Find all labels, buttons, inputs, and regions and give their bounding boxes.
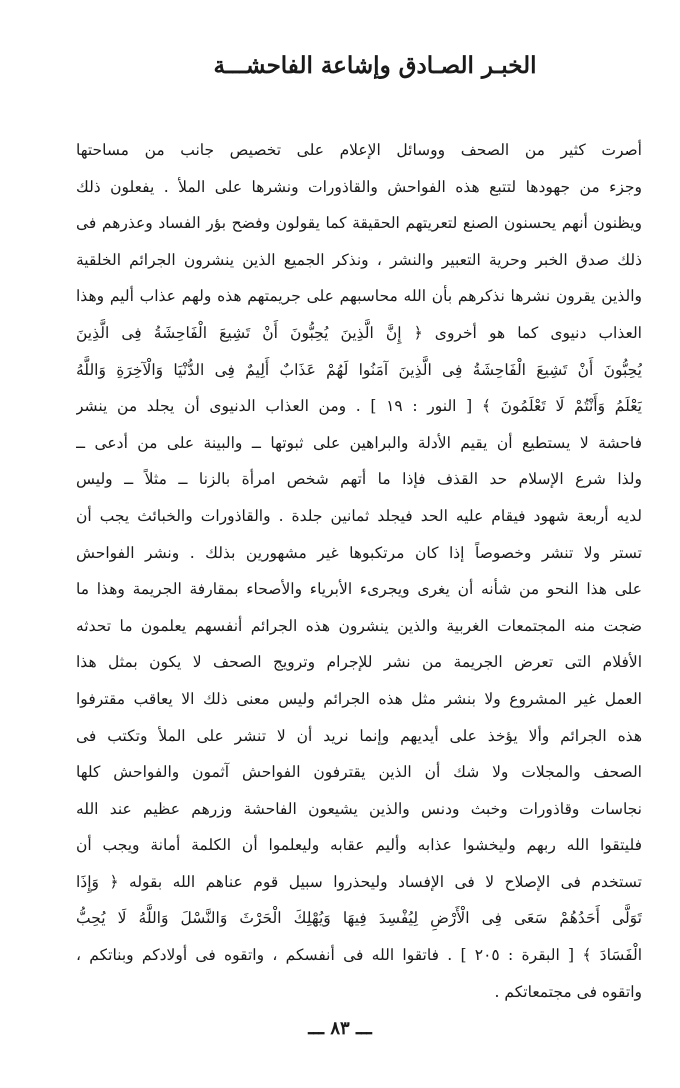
text-line: فليتقوا الله ربهم وليخشوا عذابه وأليم عقابه وليعلموا أن الكلمة أمانة ويجب أن [76,836,642,855]
text-line: ويظنون أنهم يحسنون الصنع لتعريتهم الحقيقة كما يقولون وفضح بؤر الفساد وعذرهم فى [76,214,642,233]
text-line: تَوَلَّى أَحَدُهُمْ سَعَى فِى الْأَرْضِ لِيُفْسِدَ فِيهَا وَيُهْلِكَ الْحَرْثَ وَالنَّسْلَ وَاللَّهُ لَا يُحِبُّ [76,909,642,928]
text-line: ضجت منه المجتمعات الغربية والذين ينشرون هذه الجرائم أنفسهم يعلمون ما تحدثه [76,616,642,635]
text-line: فاحشة لا يستطيع أن يقيم الأدلة والبراهين على ثبوتها ــ والبينة على من أدعى ــ [76,433,642,452]
text-line: لديه أربعة شهود فيقام عليه الحد فيجلد ثمانين جلدة . والقاذورات والخبائث يجب أن [76,506,642,525]
body-text [76,132,642,1010]
text-line: على هذا النحو من شأنه أن يغرى ويجرىء الأبرياء والأصحاء بمقارفة الجريمة وهذا ما [76,580,642,599]
text-line: واتقوه فى مجتمعاتكم . [494,982,642,1001]
text-line: العذاب دنيوى كما هو أخروى ﴿ إِنَّ الَّذِينَ يُحِبُّونَ أَنْ تَشِيعَ الْفَاحِشَةُ فِى الَّذِينَ [76,323,642,342]
text-line: العمل غير المشروع ولا بنشر مثل هذه الجرائم وليس معنى ذلك الا يعاقب مقترفوا [76,689,642,708]
text-line: يُحِبُّونَ أَنْ تَشِيعَ الْفَاحِشَةُ فِى الَّذِينَ آمَنُوا لَهُمْ عَذَابٌ أَلِيمٌ فِى الدُّنْيَا وَالْآخِرَةِ وَاللَّهُ [76,360,642,379]
text-line: ولذا شرع الإسلام حد القذف فإذا ما أتهم شخص امرأة بالزنا ــ مثلاً ــ وليس [76,470,642,489]
text-line: تستر ولا تنشر وخصوصاً إذا كان مرتكبوها غير مشهورين بذلك . ونشر الفواحش [76,543,642,562]
text-line: أصرت كثير من الصحف ووسائل الإعلام على تخصيص جانب من مساحتها [76,141,642,159]
text-line: يَعْلَمُ وَأَنْتُمْ لَا تَعْلَمُونَ ﴾ [ النور : ١٩ ] . ومن العذاب الدنيوى أن يجلد من ينشر [76,397,642,416]
text-line: هذه الجرائم وألا يؤخذ على أيديهم وإنما نريد أن لا تنشر على الملأ وتكتب فى [76,726,642,745]
text-line: وجزء من جهودها لتتبع هذه الفواحش والقاذورات ونشرها على الملأ . يفعلون ذلك [76,177,642,196]
text-line: ذلك صدق الخبر وحرية التعبير والنشر ، ونذكر الجميع الذين ينشرون الجرائم الخلقية [76,250,642,269]
text-line: الأفلام التى تعرض الجريمة من نشر للإجرام وترويج الصحف لا يكون بمثل هذا [76,653,642,672]
text-line: الصحف والمجلات ولا شك أن الذين يقترفون الفواحش آثمون والفواحش كلها [76,763,642,782]
text-line: نجاسات وقاذورات وخبث ودنس والذين يشيعون الفاحشة وزرهم عظيم عند الله [76,799,642,818]
chapter-title: الخبـر الصـادق وإشاعة الفاحشـــة [213,52,537,79]
text-line: الْفَسَادَ ﴾ [ البقرة : ٢٠٥ ] . فاتقوا الله فى أنفسكم ، واتقوه فى أولادكم وبناتكم ، [76,946,642,965]
page-number: ـــ ٨٣ ـــ [308,1018,372,1039]
text-line: تستخدم فى الإصلاح لا فى الإفساد وليحذروا سبيل قوم عناهم الله بقوله ﴿ وَإِذَا [76,872,642,891]
text-line: والذين يقرون نشرها نذكرهم بأن الله محاسبهم على جريمتهم هذه ولهم عذاب أليم وهذا [76,287,642,306]
